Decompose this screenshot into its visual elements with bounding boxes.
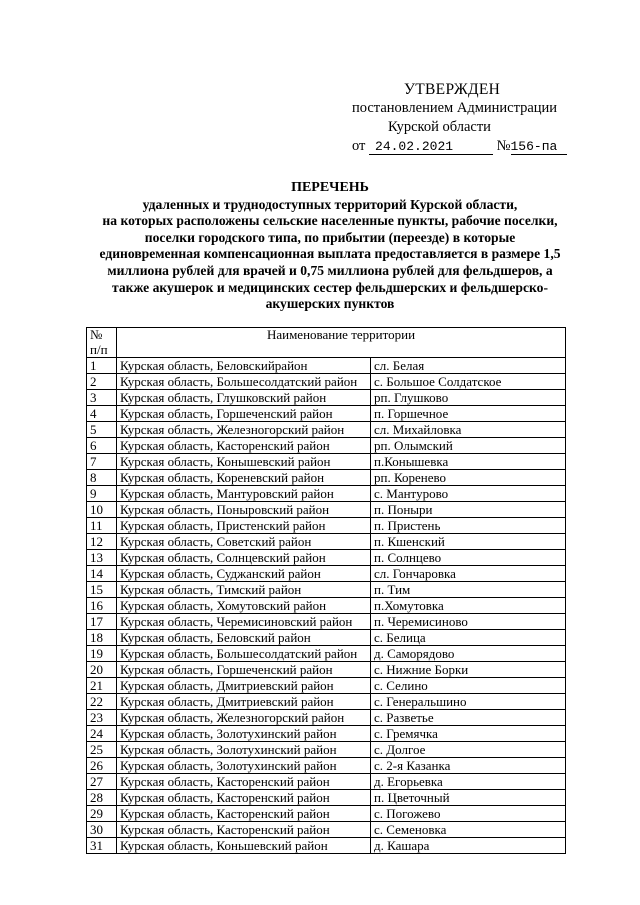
row-place: п. Горшечное [371,406,566,422]
row-district: Курская область, Касторенский район [117,790,371,806]
document-heading [60,180,600,313]
table-row [87,518,566,534]
row-num: 15 [87,582,117,598]
row-place: п. Солнцево [371,550,566,566]
row-num: 20 [87,662,117,678]
header-territory-name: Наименование территории [117,328,566,358]
table-row [87,678,566,694]
row-place: рп. Глушково [371,390,566,406]
row-place: д. Саморядово [371,646,566,662]
row-place: с. Селино [371,678,566,694]
row-district: Курская область, Дмитриевский район [117,694,371,710]
row-num: 31 [87,838,117,854]
row-place: с. Гремячка [371,726,566,742]
row-place: с. Мантурово [371,486,566,502]
row-district: Курская область, Солнцевский район [117,550,371,566]
row-district: Курская область, Большесолдатский район [117,374,371,390]
heading-line: поселки городского типа, по прибытии (переезде) в которые [144,229,516,245]
table-row [87,598,566,614]
row-num: 13 [87,550,117,566]
table-row [87,566,566,582]
table-row [87,838,566,854]
table-row [87,406,566,422]
row-district: Курская область, Касторенский район [117,774,371,790]
row-district: Курская область, Тимский район [117,582,371,598]
row-num: 8 [87,470,117,486]
row-place: п. Кшенский [371,534,566,550]
row-district: Курская область, Хомутовский район [117,598,371,614]
date-prefix: от [352,138,366,154]
row-district: Курская область, Поныровский район [117,502,371,518]
row-num: 22 [87,694,117,710]
document-title: ПЕРЕЧЕНЬ [291,180,369,195]
table-row [87,470,566,486]
row-num: 26 [87,758,117,774]
row-place: с. Генеральшино [371,694,566,710]
row-place: сл. Гончаровка [371,566,566,582]
row-num: 28 [87,790,117,806]
table-row [87,726,566,742]
table-row [87,822,566,838]
row-num: 17 [87,614,117,630]
approval-line-region: Курской области [388,119,491,135]
table-row [87,390,566,406]
row-district: Курская область, Конышевский район [117,454,371,470]
heading-line: акушерских пунктов [265,296,395,312]
row-place: с. Долгое [371,742,566,758]
row-district: Курская область, Кореневский район [117,470,371,486]
header-num: № п/п [87,328,117,358]
row-district: Курская область, Глушковский район [117,390,371,406]
row-num: 9 [87,486,117,502]
row-num: 12 [87,534,117,550]
row-num: 4 [87,406,117,422]
row-place: п. Пристень [371,518,566,534]
table-row [87,502,566,518]
row-num: 1 [87,358,117,374]
row-num: 7 [87,454,117,470]
table-row [87,422,566,438]
approval-line-date-number [352,137,582,156]
row-num: 3 [87,390,117,406]
row-place: п. Черемисиново [371,614,566,630]
row-place: д. Кашара [371,838,566,854]
row-place: с. Погожево [371,806,566,822]
row-num: 5 [87,422,117,438]
table-row [87,486,566,502]
row-num: 25 [87,742,117,758]
heading-line: на которых расположены сельские населенные пункты, рабочие поселки, [102,213,558,229]
table-row [87,358,566,374]
table-row [87,774,566,790]
heading-line: единовременная компенсационная выплата предоставляется в размере 1,5 [99,246,561,262]
row-place: с. Семеновка [371,822,566,838]
row-place: п.Хомутовка [371,598,566,614]
row-place: рп. Олымский [371,438,566,454]
row-district: Курская область, Черемисиновский район [117,614,371,630]
row-place: с. Разветье [371,710,566,726]
row-district: Курская область, Железногорский район [117,710,371,726]
row-district: Курская область, Железногорский район [117,422,371,438]
row-place: п.Конышевка [371,454,566,470]
row-district: Курская область, Пристенский район [117,518,371,534]
row-num: 23 [87,710,117,726]
row-district: Курская область, Золотухинский район [117,726,371,742]
table-row [87,550,566,566]
row-district: Курская область, Беловскийрайон [117,358,371,374]
row-num: 29 [87,806,117,822]
row-district: Курская область, Большесолдатский район [117,646,371,662]
table-row [87,662,566,678]
row-district: Курская область, Касторенский район [117,438,371,454]
table-row [87,630,566,646]
row-district: Курская область, Горшеченский район [117,662,371,678]
territory-table [86,327,566,854]
table-row [87,534,566,550]
row-district: Курская область, Советский район [117,534,371,550]
row-district: Курская область, Касторенский район [117,822,371,838]
number-prefix: № [496,138,511,154]
row-district: Курская область, Беловский район [117,630,371,646]
row-num: 16 [87,598,117,614]
row-num: 2 [87,374,117,390]
row-district: Курская область, Горшеченский район [117,406,371,422]
row-num: 11 [87,518,117,534]
row-district: Курская область, Золотухинский район [117,742,371,758]
row-place: п. Поныри [371,502,566,518]
row-num: 30 [87,822,117,838]
row-place: с. Большое Солдатское [371,374,566,390]
row-place: п. Цветочный [371,790,566,806]
row-num: 14 [87,566,117,582]
table-row [87,646,566,662]
approval-block [352,80,582,156]
table-row [87,614,566,630]
row-num: 21 [87,678,117,694]
table-row [87,742,566,758]
row-num: 10 [87,502,117,518]
heading-line: миллиона рублей для врачей и 0,75 миллиона рублей для фельдшеров, а [107,262,553,278]
row-district: Курская область, Коньшевский район [117,838,371,854]
table-row [87,438,566,454]
row-place: рп. Коренево [371,470,566,486]
heading-line: удаленных и труднодоступных территорий Курской области, [142,196,518,212]
row-num: 6 [87,438,117,454]
row-place: сл. Михайловка [371,422,566,438]
row-num: 27 [87,774,117,790]
row-num: 18 [87,630,117,646]
row-district: Курская область, Дмитриевский район [117,678,371,694]
row-district: Курская область, Золотухинский район [117,758,371,774]
table-row [87,582,566,598]
row-place: с. Белица [371,630,566,646]
approval-date: 24.02.2021 [369,140,493,155]
row-place: с. 2-я Казанка [371,758,566,774]
approval-line-authority: постановлением Администрации [352,100,558,116]
table-row [87,790,566,806]
row-district: Курская область, Суджанский район [117,566,371,582]
row-num: 24 [87,726,117,742]
table-row [87,374,566,390]
heading-line: также акушерок и медицинских сестер фельдшерских и фельдшерско- [112,279,548,295]
row-district: Курская область, Касторенский район [117,806,371,822]
table-row [87,758,566,774]
row-num: 19 [87,646,117,662]
table-row [87,454,566,470]
approval-title: УТВЕРЖДЕН [404,81,501,98]
table-row [87,694,566,710]
row-district: Курская область, Мантуровский район [117,486,371,502]
approval-number: 156-па [511,140,567,155]
table-header-row [87,328,566,358]
table-row [87,806,566,822]
row-place: п. Тим [371,582,566,598]
table-row [87,710,566,726]
row-place: с. Нижние Борки [371,662,566,678]
row-place: д. Егорьевка [371,774,566,790]
row-place: сл. Белая [371,358,566,374]
